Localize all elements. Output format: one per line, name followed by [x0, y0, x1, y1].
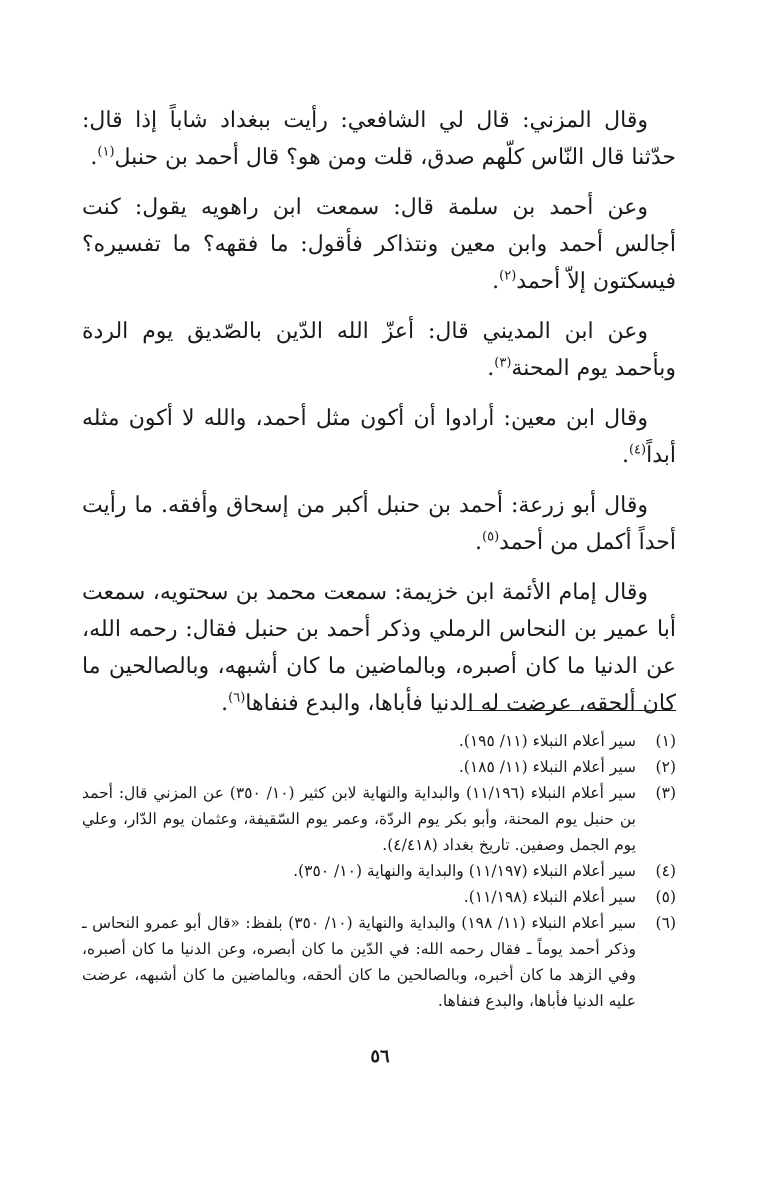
- footnote-number: (٤): [655, 862, 676, 880]
- footnote-number: (٢): [655, 758, 676, 776]
- footnote-number: (١): [655, 732, 676, 750]
- footnotes-section: [82, 728, 676, 1014]
- footnote-text: سير أعلام النبلاء (١١/١٩٨).: [463, 888, 636, 906]
- footnote-5: [82, 884, 676, 910]
- footnote-number: (٥): [655, 888, 676, 906]
- footnote-text: سير أعلام النبلاء (١١/١٩٦) والبداية والنهاية لابن كثير (١٠/ ٣٥٠) عن المزني قال: أحمد بن حنبل يوم المحنة، وأبو بكر يوم الردّة، وعمر يوم السّقيفة، وعثمان يوم الدّار، وعلي يوم الجمل وصفين. تاريخ بغداد (٤/٤١٨).: [82, 784, 636, 854]
- footnote-1: [82, 728, 676, 754]
- footnote-4: [82, 858, 676, 884]
- footnote-divider: [467, 710, 676, 711]
- footnote-ref-2[interactable]: (٢): [499, 268, 517, 284]
- footnote-ref-1[interactable]: (١): [97, 144, 115, 160]
- paragraph-6: وقال إمام الأئمة ابن خزيمة: سمعت محمد بن سحتويه، سمعت أبا عمير بن النحاس الرملي وذكر أحمد بن حنبل فقال: رحمه الله، عن الدنيا ما كان أصبره، وبالماضين ما كان أشبهه، وبالصالحين ما كان ألحقه، عرضت له الدنيا فأباها، والبدع فنفاها$^{(٦)}$.: [82, 580, 676, 716]
- footnote-ref-4[interactable]: (٤): [628, 442, 647, 458]
- footnote-text: سير أعلام النبلاء (١١/ ١٩٨) والبداية والنهاية (١٠/ ٣٥٠) بلفظ: «قال أبو عمرو النحاس ـ وذكر أحمد يوماً ـ فقال رحمه الله: في الدّين ما كان أبصره، وعن الدنيا ما كان أصبره، وفي الزهد ما كان أخبره، وبالصالحين ما كان ألحقه، وبالماضين ما كان أشبهه، عرضت عليه الدنيا فأباها، والبدع فنفاها.: [82, 914, 636, 1010]
- page-number: ٥٦: [370, 1046, 390, 1067]
- main-text: [82, 102, 676, 735]
- footnote-2: [82, 754, 676, 780]
- footnote-number: (٦): [655, 914, 676, 932]
- paragraph-2: وعن أحمد بن سلمة قال: سمعت ابن راهويه يقول: كنت أجالس أحمد وابن معين ونتذاكر فأقول: ما فقهه؟ ما تفسيره؟ فيسكتون إلاّ أحمد$^{(٢)}$.: [82, 195, 676, 294]
- footnote-text: سير أعلام النبلاء (١١/ ١٨٥).: [458, 758, 636, 776]
- footnote-ref-6[interactable]: (٦): [228, 690, 246, 706]
- footnote-text: سير أعلام النبلاء (١١/١٩٧) والبداية والنهاية (١٠/ ٣٥٠).: [293, 862, 636, 880]
- paragraph-1: وقال المزني: قال لي الشافعي: رأيت ببغداد شاباً إذا قال: حدّثنا قال النّاس كلّهم صدق، قلت ومن هو؟ قال أحمد بن حنبل$^{(١)}$.: [82, 108, 676, 170]
- footnote-3: [82, 780, 676, 858]
- footnote-6: [82, 910, 676, 1014]
- paragraph-5: وقال أبو زرعة: أحمد بن حنبل أكبر من إسحاق وأفقه. ما رأيت أحداً أكمل من أحمد$^{(٥)}$.: [82, 493, 676, 555]
- footnote-ref-3[interactable]: (٣): [494, 355, 512, 371]
- paragraph-3: وعن ابن المديني قال: أعزّ الله الدّين بالصّديق يوم الردة وبأحمد يوم المحنة$^{(٣)}$.: [82, 319, 676, 381]
- footnote-number: (٣): [655, 784, 676, 802]
- footnote-ref-5[interactable]: (٥): [482, 529, 500, 545]
- footnote-text: سير أعلام النبلاء (١١/ ١٩٥).: [458, 732, 636, 750]
- paragraph-4: وقال ابن معين: أرادوا أن أكون مثل أحمد، والله لا أكون مثله أبداً$^{(٤)}$.: [82, 406, 676, 468]
